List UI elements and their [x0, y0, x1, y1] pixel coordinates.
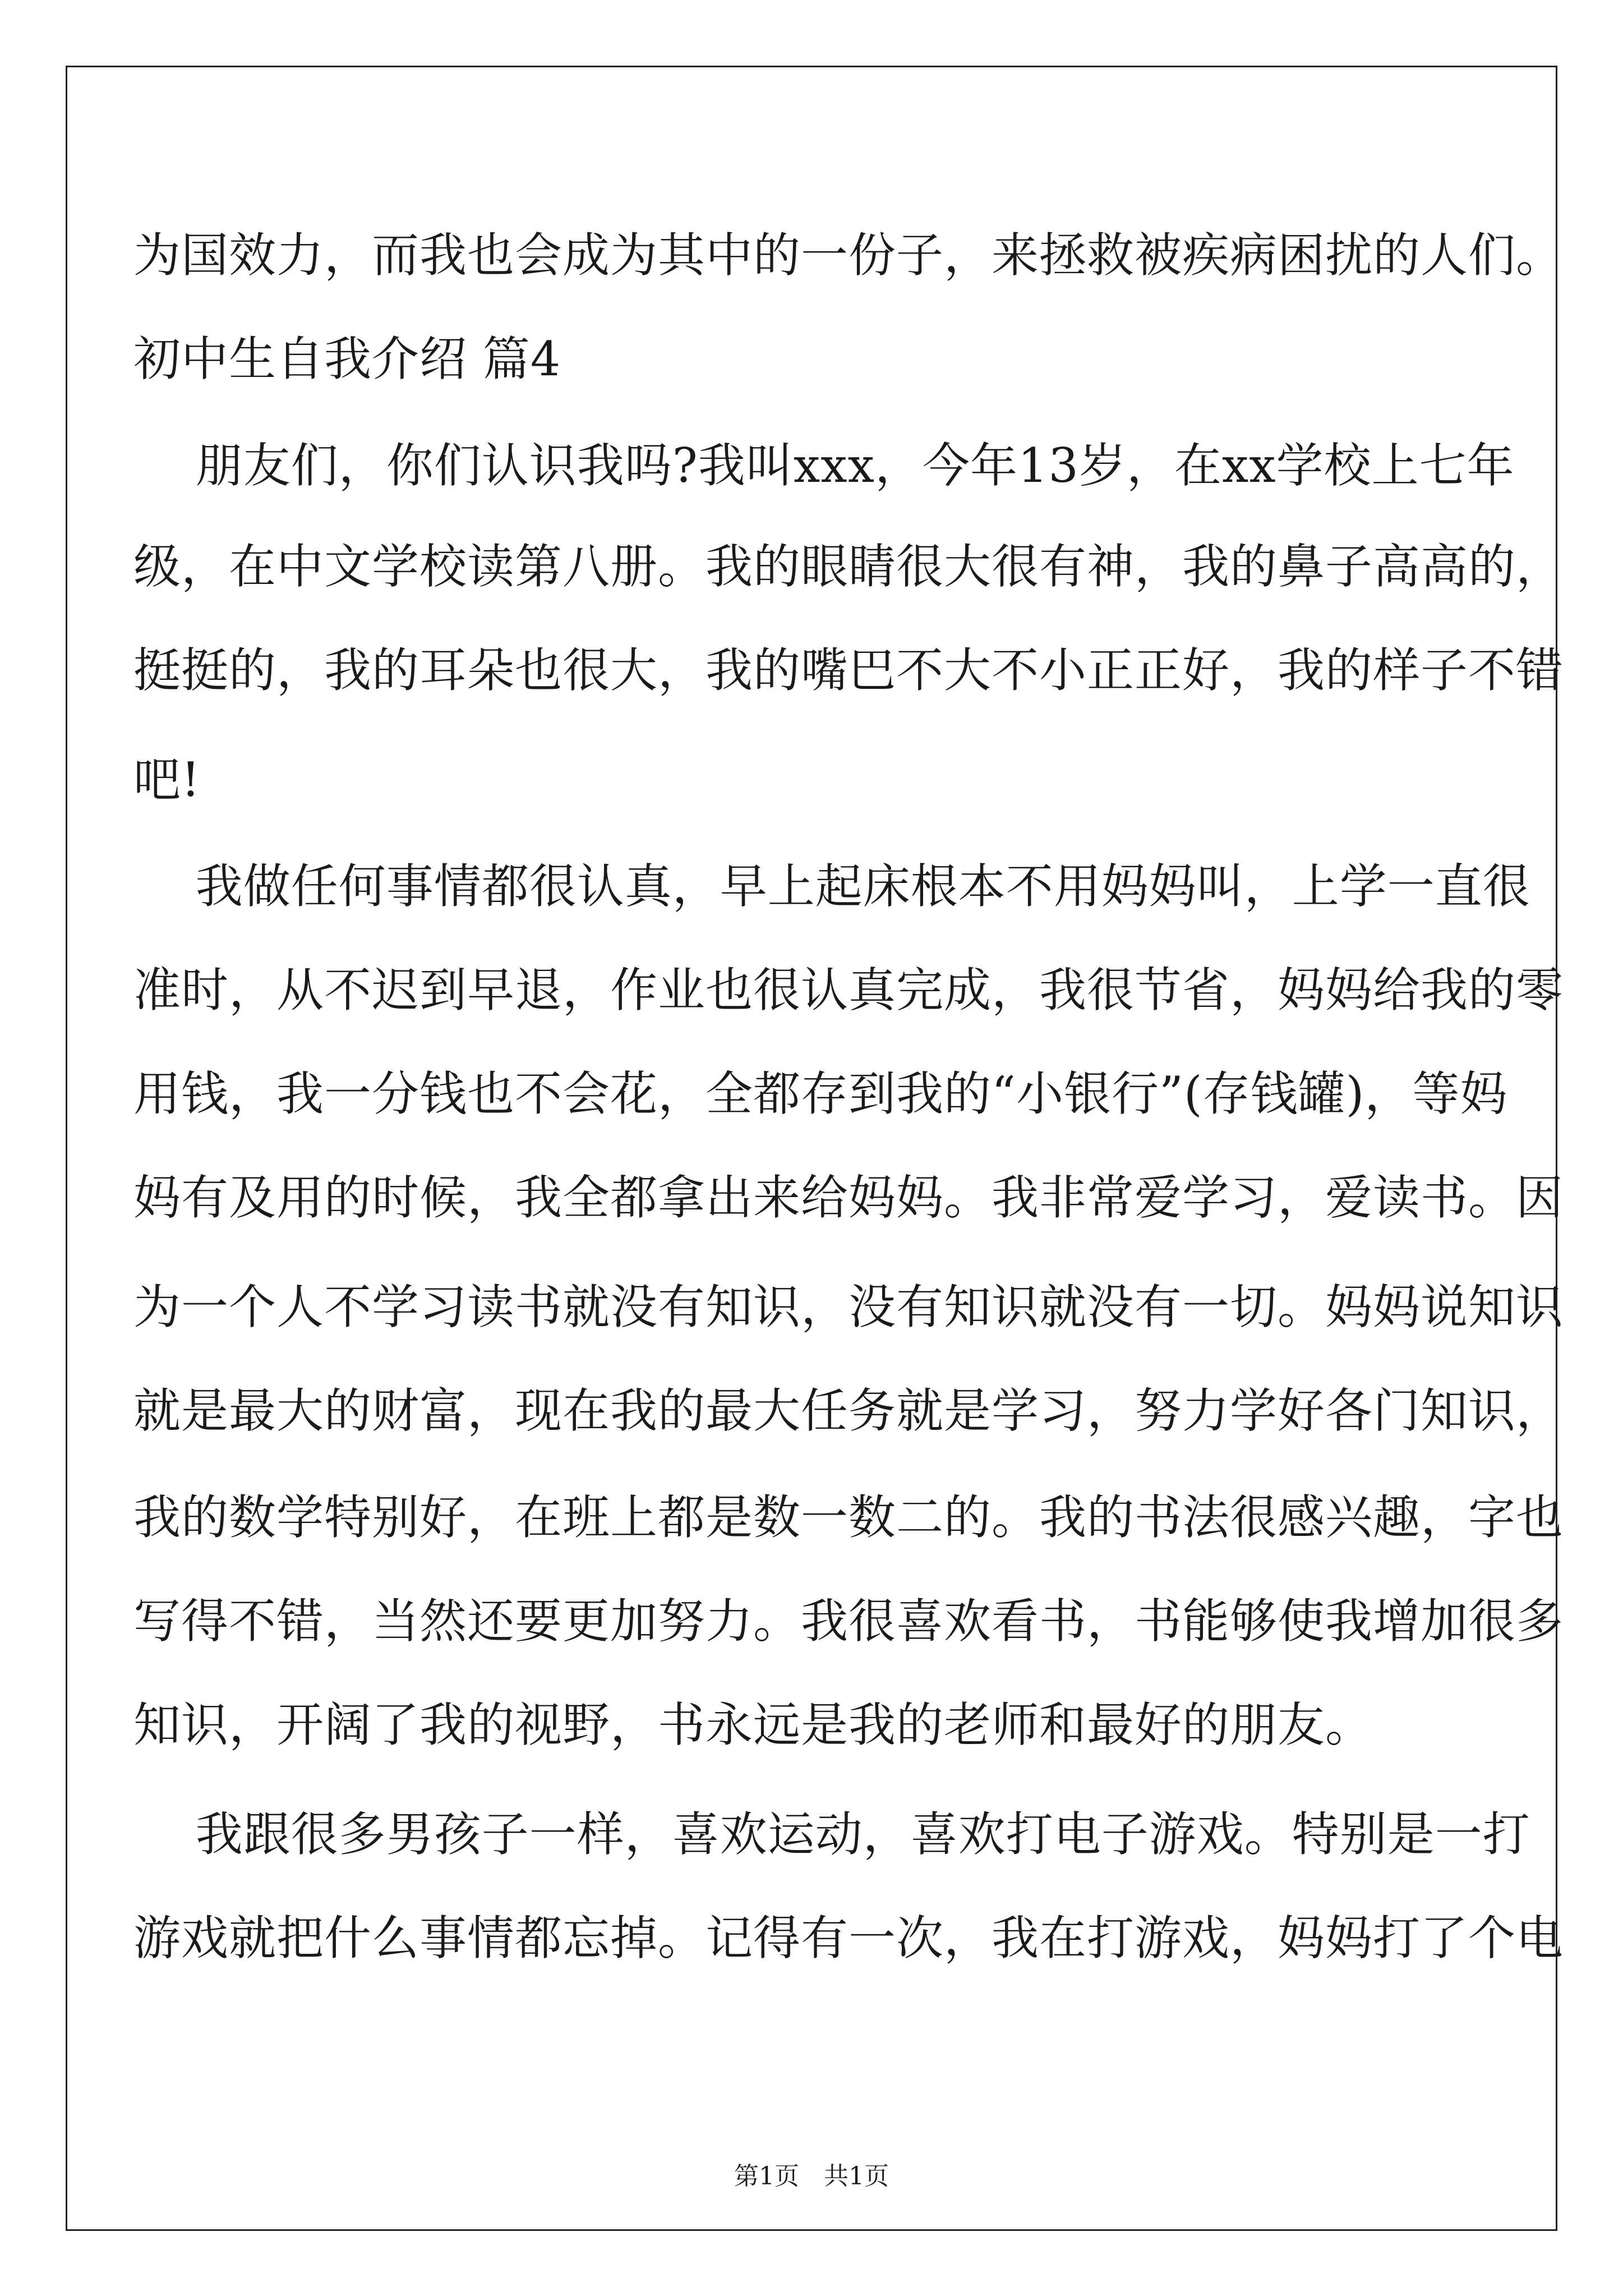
- text-line: 游戏就把什么事情都忘掉。记得有一次，我在打游戏，妈妈打了个电: [133, 1911, 1564, 1966]
- text-line: 挺挺的，我的耳朵也很大，我的嘴巴不大不小正正好，我的样子不错: [133, 643, 1564, 698]
- text-line: 吧!: [133, 752, 201, 807]
- text-line: 用钱，我一分钱也不会花，全都存到我的“小银行”(存钱罐)，等妈: [133, 1066, 1508, 1121]
- text-line: 写得不错，当然还要更加努力。我很喜欢看书，书能够使我增加很多: [133, 1594, 1564, 1649]
- text-line: 就是最大的财富，现在我的最大任务就是学习，努力学好各门知识，: [133, 1383, 1564, 1438]
- text-line: 我的数学特别好，在班上都是数一数二的。我的书法很感兴趣，字也: [133, 1490, 1564, 1545]
- text-line: 准时，从不迟到早退，作业也很认真完成，我很节省，妈妈给我的零: [133, 963, 1564, 1018]
- text-line: 为一个人不学习读书就没有知识，没有知识就没有一切。妈妈说知识: [133, 1280, 1564, 1335]
- text-line: 朋友们，你们认识我吗?我叫xxx，今年13岁，在xx学校上七年: [133, 438, 1515, 493]
- text-line: 知识，开阔了我的视野，书永远是我的老师和最好的朋友。: [133, 1697, 1373, 1752]
- text-line: 为国效力，而我也会成为其中的一份子，来拯救被疾病困扰的人们。: [133, 228, 1564, 283]
- text-line: 妈有及用的时候，我全都拿出来给妈妈。我非常爱学习，爱读书。因: [133, 1170, 1564, 1225]
- section-heading: 初中生自我介绍 篇4: [133, 332, 561, 386]
- text-line: 我做任何事情都很认真，早上起床根本不用妈妈叫，上学一直很: [133, 859, 1530, 914]
- text-line: 级，在中文学校读第八册。我的眼睛很大很有神，我的鼻子高高的，: [133, 539, 1564, 594]
- text-line: 我跟很多男孩子一样，喜欢运动，喜欢打电子游戏。特别是一打: [133, 1807, 1530, 1862]
- page-border: [66, 66, 1557, 2231]
- page-number: 第1页 共1页: [734, 2162, 889, 2191]
